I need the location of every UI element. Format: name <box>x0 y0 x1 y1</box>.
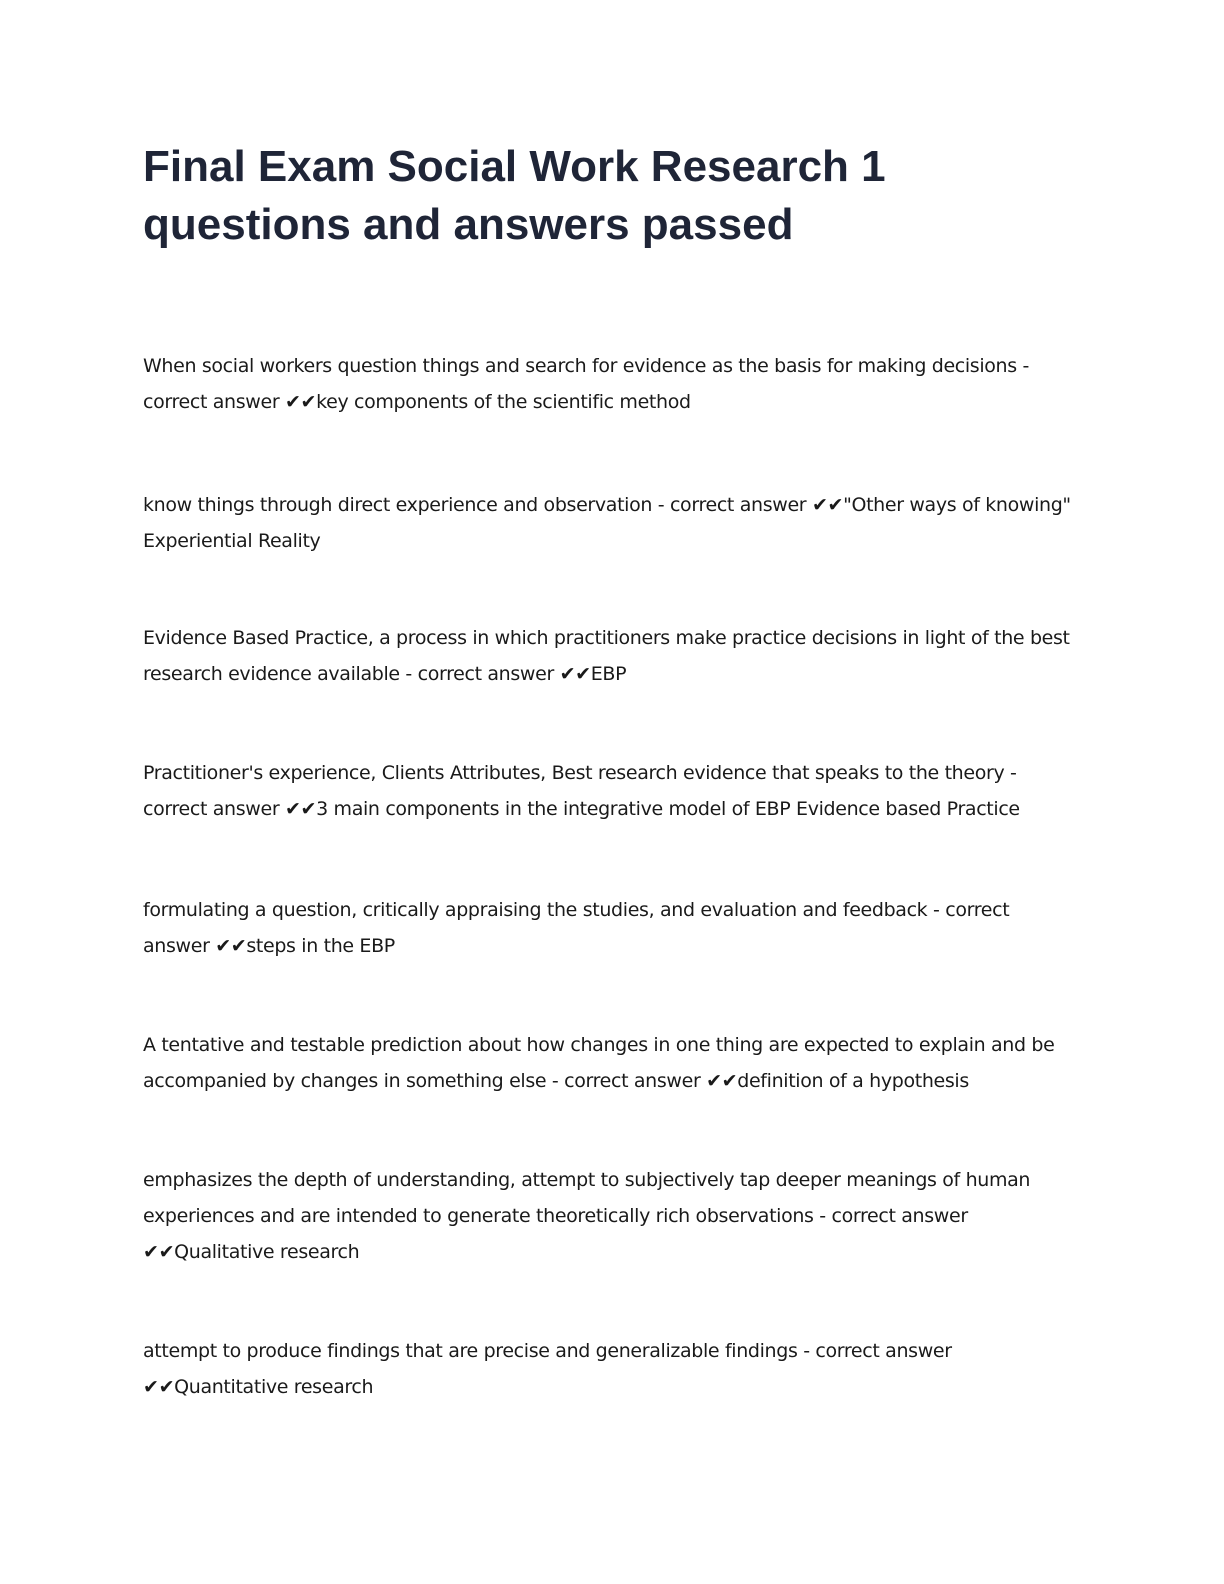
qa-item-5 <box>143 892 1078 964</box>
document-title: Final Exam Social Work Research 1 questions and answers passed <box>143 142 886 249</box>
question-text: Practitioner's experience, Clients Attributes, Best research evidence that speaks to the theory - correct answer <box>143 762 1017 820</box>
qa-item-3 <box>143 620 1078 692</box>
question-text: A tentative and testable prediction about how changes in one thing are expected to explain and be accompanied by changes in something else - correct answer <box>143 1034 1055 1092</box>
check-mark-icon: ✔✔ <box>143 1241 175 1263</box>
check-mark-icon: ✔✔ <box>284 391 317 413</box>
answer-text: definition of a hypothesis <box>737 1070 969 1092</box>
qa-item-6 <box>143 1027 1078 1099</box>
check-mark-icon: ✔✔ <box>143 1376 175 1398</box>
question-text: emphasizes the depth of understanding, attempt to subjectively tap deeper meanings of human experiences and are intended to generate theoretically rich observations - correct answer <box>143 1169 1031 1227</box>
check-mark-icon: ✔✔ <box>559 663 591 685</box>
qa-item-8 <box>143 1333 1078 1405</box>
qa-item-7 <box>143 1162 1078 1270</box>
check-mark-icon: ✔✔ <box>284 798 317 820</box>
question-text: When social workers question things and search for evidence as the basis for making decisions - correct answer <box>143 355 1029 413</box>
check-mark-icon: ✔✔ <box>811 494 844 516</box>
answer-text: steps in the EBP <box>246 935 395 957</box>
answer-text: Quantitative research <box>174 1376 374 1398</box>
answer-text: Qualitative research <box>174 1241 360 1263</box>
question-text: know things through direct experience and observation - correct answer <box>143 494 812 516</box>
question-text: formulating a question, critically appraising the studies, and evaluation and feedback - correct answer <box>143 899 1010 957</box>
question-text: attempt to produce findings that are precise and generalizable findings - correct answer <box>143 1340 952 1362</box>
qa-item-2 <box>143 487 1078 559</box>
answer-text: 3 main components in the integrative model of EBP Evidence based Practice <box>316 798 1020 820</box>
check-mark-icon: ✔✔ <box>706 1070 738 1092</box>
qa-item-4 <box>143 755 1078 827</box>
question-text: Evidence Based Practice, a process in which practitioners make practice decisions in light of the best research evidence available - correct answer <box>143 627 1070 685</box>
qa-item-1 <box>143 348 1078 420</box>
answer-text: key components of the scientific method <box>316 391 691 413</box>
check-mark-icon: ✔✔ <box>215 935 247 957</box>
answer-text: EBP <box>590 663 627 685</box>
answer-text: "Other ways of knowing" Experiential Reality <box>143 494 1071 552</box>
